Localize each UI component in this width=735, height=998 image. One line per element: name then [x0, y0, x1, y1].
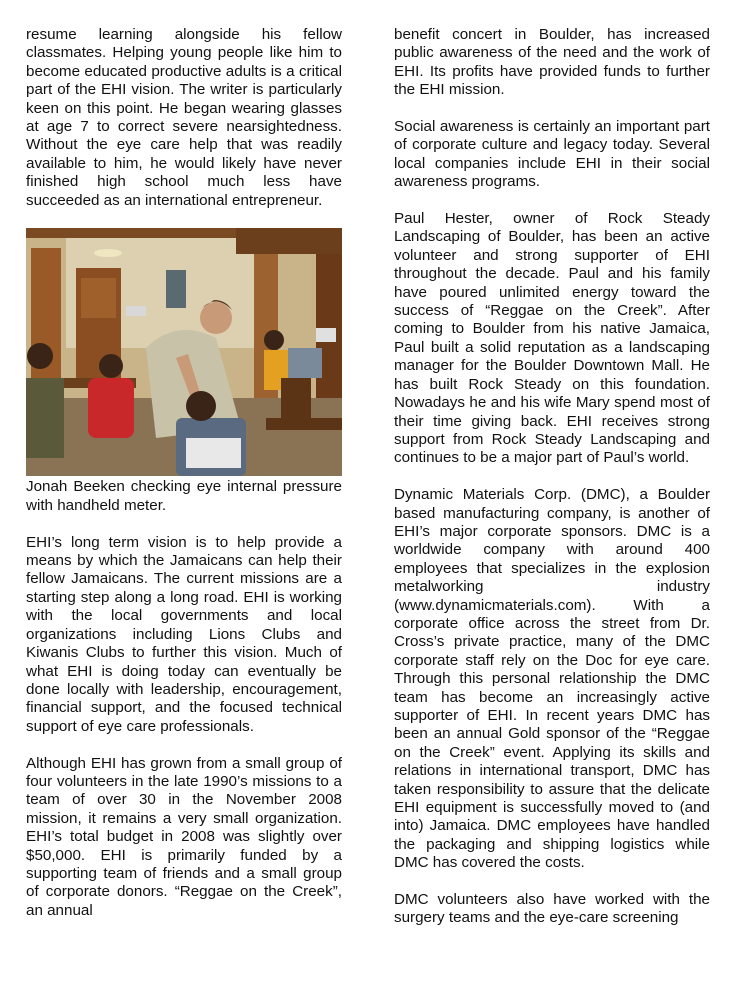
left-paragraph-3: Although EHI has grown from a small group of four volunteers in the late 1990’s missions to a team of over 30 in the November 2008 mission, it remains a very small organization. EHI’s total budget in 2008 was slightly over $50,000. EHI is primarily funded by a supporting team of friends and a small group of corporate donors. “Reggae on the Creek”, an annual: [26, 754, 342, 919]
clinic-photo: [26, 228, 342, 476]
right-paragraph-3: Paul Hester, owner of Rock Steady Landscaping of Boulder, has been an active volunteer and strong supporter of EHI throughout the decade. Paul and his family have poured unlimited energy toward the success of “Reggae on the Creek”. After coming to Boulder from his native Jamaica, Paul built a solid reputation as a landscaping manager for the Boulder Downtown Mall. He has built Rock Steady on this foundation. Nowadays he and his wife Mary spend most of their time giving back. EHI receives strong support from Rock Steady Landscaping and continues to be a major part of Paul’s world.: [394, 210, 710, 467]
right-paragraph-5: DMC volunteers also have worked with the surgery teams and the eye-care screening: [394, 891, 710, 927]
left-paragraph-2: EHI’s long term vision is to help provide a means by which the Jamaicans can help their fellow Jamaicans. The current missions are a starting step along a long road. EHI is working with the local governments and local organizations including Lions Clubs and Kiwanis Clubs to further this vision. Much of what EHI is doing today can eventually be done locally with leadership, encouragement, financial support, and the focused technical support of eye care professionals.: [26, 533, 342, 735]
right-column: [394, 26, 710, 946]
left-column: [26, 26, 342, 939]
photo-caption: Jonah Beeken checking eye internal pressure with handheld meter.: [26, 478, 342, 514]
right-paragraph-4: Dynamic Materials Corp. (DMC), a Boulder based manufacturing company, is another of EHI’s major corporate sponsors. DMC is a worldwide company with around 400 employees that specializes in the explosion metalworking industry (www.dynamicmaterials.com). With a corporate office across the street from Dr. Cross’s private practice, many of the DMC corporate staff rely on the Doc for eye care. Through this personal relationship the DMC team has become an increasingly active supporter of EHI. In recent years DMC has been an annual Gold sponsor of the “Reggae on the Creek” event. Applying its skills and relations in international transport, DMC has taken responsibility to assure that the delicate EHI equipment is successfully moved to (and into) Jamaica. DMC employees have handled the packaging and shipping logistics while DMC has covered the costs.: [394, 486, 710, 872]
clinic-photo-icon: [26, 228, 342, 476]
left-paragraph-1: resume learning alongside his fellow classmates. Helping young people like him to become educated productive adults is a critical part of the EHI vision. The writer is particularly keen on this point. He began wearing glasses at age 7 to correct severe nearsightedness. Without the eye care help that was readily available to him, he would likely have never finished high school much less have succeeded as an international entrepreneur.: [26, 26, 342, 209]
right-paragraph-1: benefit concert in Boulder, has increased public awareness of the need and the work of EHI. Its profits have provided funds to further the EHI mission.: [394, 26, 710, 99]
right-paragraph-2: Social awareness is certainly an important part of corporate culture and legacy today. Several local companies include EHI in their social awareness programs.: [394, 118, 710, 191]
